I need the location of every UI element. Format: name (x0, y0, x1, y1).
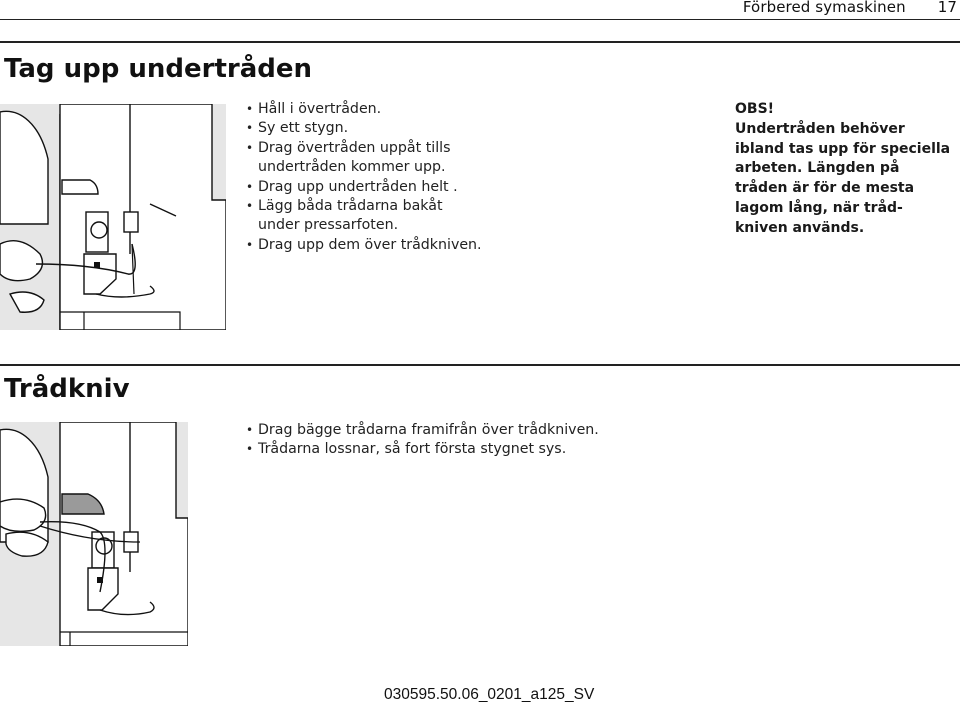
document-code: 030595.50.06_0201_a125_SV (384, 686, 595, 703)
figure-pick-up-bobbin-thread (0, 104, 226, 330)
step-item: • Håll i övertråden. (244, 100, 482, 119)
step-item-continued: under pressarfoten. (258, 217, 399, 234)
figure-thread-cutter (0, 422, 188, 646)
needle-clamp (124, 212, 138, 232)
step-item: • Drag upp undertråden helt . (244, 178, 482, 197)
step-item-continued: undertråden kommer upp. (258, 159, 446, 176)
note-label: OBS! (735, 101, 775, 117)
page-number: 17 (937, 0, 957, 16)
steps-thread-cutter (244, 421, 599, 460)
header-rule (0, 19, 960, 20)
steps-pick-up-bobbin (244, 100, 482, 255)
step-item: • Lägg båda trådarna bakåt (244, 197, 482, 216)
running-head-section: Förbered symaskinen (742, 0, 906, 16)
step-item: • Sy ett stygn. (244, 119, 482, 138)
running-head (743, 0, 957, 16)
step-item: • Drag övertråden uppåt tills (244, 139, 482, 158)
section-rule-top (0, 41, 960, 43)
page-header (0, 0, 960, 20)
section-rule-middle (0, 364, 960, 366)
section-title-pick-up-bobbin: Tag upp undertråden (4, 54, 313, 84)
step-item: • Drag bägge trådarna framifrån över trådkniven. (244, 421, 599, 440)
machine-head (60, 104, 226, 330)
note-box (735, 100, 955, 239)
step-item: • Drag upp dem över trådkniven. (244, 236, 482, 255)
step-item: • Trådarna lossnar, så fort första stygnet sys. (244, 440, 599, 459)
note-text: Undertråden behöver ibland tas upp för speciella arbeten. Längden på tråden är för de mesta lagom lång, när tråd-kniven används. (735, 120, 951, 236)
section-title-thread-cutter: Trådkniv (4, 374, 130, 404)
